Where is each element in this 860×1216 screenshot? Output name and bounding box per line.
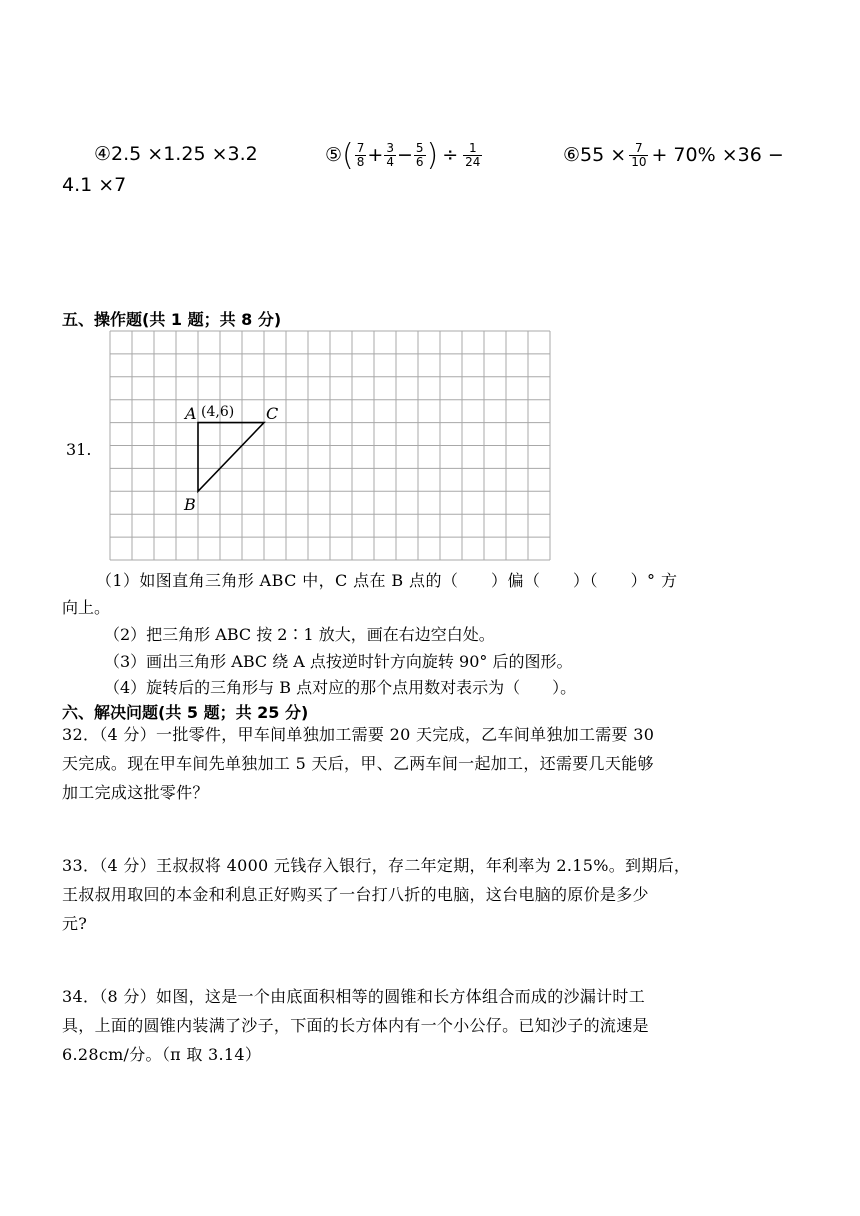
sub-question-2: （2）把三角形 ABC 按 2∶1 放大，画在右边空白处。 xyxy=(104,625,495,644)
question-34: 34．（8 分）如图，这是一个由底面积相等的圆锥和长方体组合而成的沙漏计时工 具，上面的圆锥内装满了沙子，下面的长方体内有一个小公仔。已知沙子的流速是 6.28cm/分。（π 取 3.14） xyxy=(62,987,649,1064)
expression: 2.5 ×1.25 ×3.2 xyxy=(111,143,258,165)
plus-sign: + xyxy=(367,144,384,166)
item-marker: ⑥ xyxy=(563,144,581,166)
triangle-abc xyxy=(198,423,264,492)
item-marker: ④ xyxy=(94,143,112,165)
expression: 55 × xyxy=(580,144,627,166)
sub-question-1-continued: 向上。 xyxy=(62,598,111,617)
minus-sign: − xyxy=(396,144,413,166)
fraction: $\frac{5}{6}$ xyxy=(415,140,424,169)
fraction: $\frac{7}{8}$ xyxy=(356,140,365,169)
fraction: $\frac{1}{24}$ xyxy=(465,140,481,169)
calc-item-4 xyxy=(94,143,258,165)
coordinate-grid-figure xyxy=(108,329,552,563)
question-33: 33．（4 分）王叔叔将 4000 元钱存入银行，存二年定期，年利率为 2.15%。到期后， 王叔叔用取回的本金和利息正好购买了一台打八折的电脑，这台电脑的原价是多少 元? xyxy=(62,856,691,933)
fraction: $\frac{3}{4}$ xyxy=(386,140,394,169)
calc-item-5 xyxy=(325,133,483,177)
item-marker: ⑤ xyxy=(325,144,343,166)
coordinate-label: (4,6) xyxy=(201,404,235,420)
section-heading: 六、解决问题(共 5 题；共 25 分) xyxy=(62,703,309,722)
sub-question-4: （4）旋转后的三角形与 B 点对应的那个点用数对表示为（ ）。 xyxy=(104,678,577,697)
fraction: $\frac{7}{10}$ xyxy=(631,140,647,169)
calc-item-6-continued: 4.1 ×7 xyxy=(62,174,127,196)
right-paren: ) xyxy=(426,137,439,173)
expression: + 70% ×36 − xyxy=(651,144,784,166)
question-32: 32．（4 分）一批零件，甲车间单独加工需要 20 天完成，乙车间单独加工需要 30 天完成。现在甲车间先单独加工 5 天后，甲、乙两车间一起加工，还需要几天能够 加工完成这批零件？ xyxy=(62,725,655,802)
calc-item-6 xyxy=(563,133,784,177)
point-label-a: A xyxy=(185,404,197,423)
divide-sign: ÷ xyxy=(442,144,459,166)
question-number: 31. xyxy=(66,440,92,459)
section-heading: 五、操作题(共 1 题；共 8 分) xyxy=(62,310,282,329)
sub-question-3: （3）画出三角形 ABC 绕 A 点按逆时针方向旋转 90° 后的图形。 xyxy=(104,652,573,671)
grid-lines xyxy=(110,331,550,560)
left-paren: ( xyxy=(342,137,354,173)
point-label-c: C xyxy=(266,404,279,423)
sub-question-1: （1）如图直角三角形 ABC 中，C 点在 B 点的（ ）偏（ ）（ ）° 方 xyxy=(96,571,678,590)
point-label-b: B xyxy=(184,495,196,514)
